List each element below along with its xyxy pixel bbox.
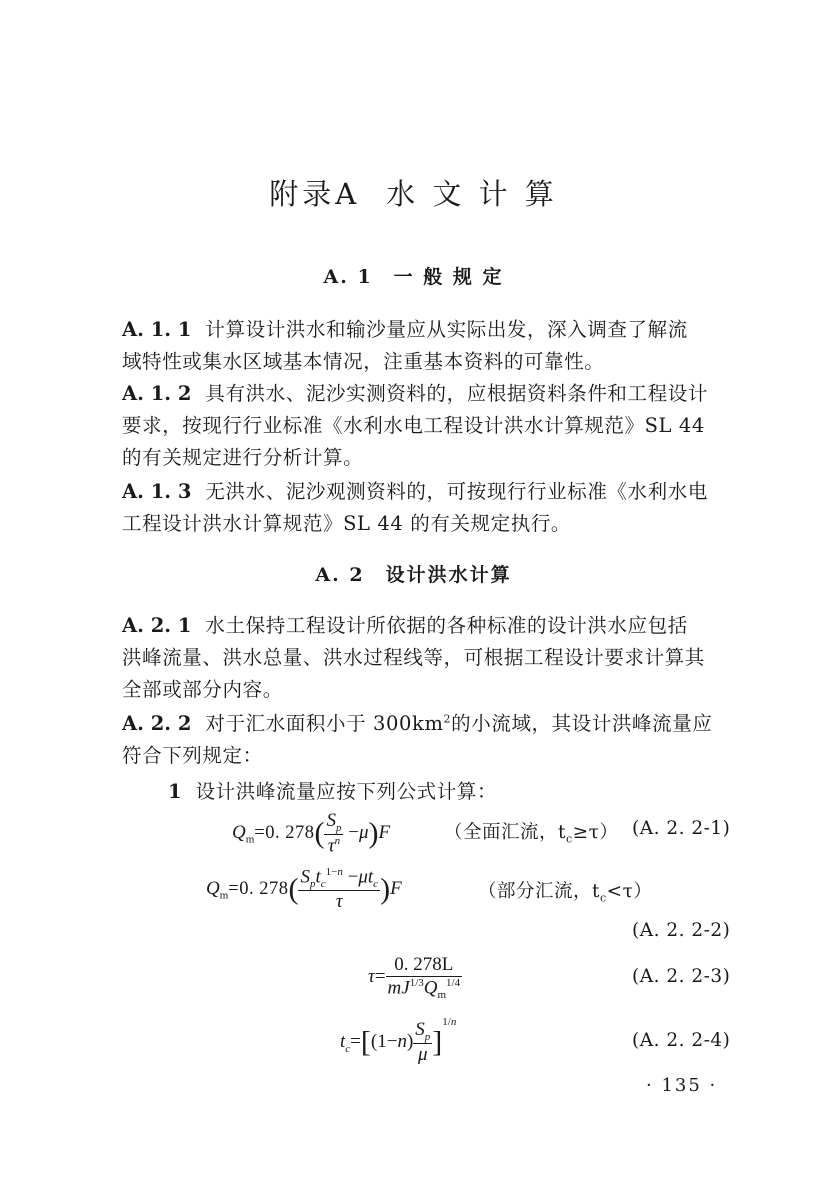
clause-a222-line2: 符合下列规定： (122, 744, 263, 767)
clause-a112-line1: A. 1. 2 具有洪水、泥沙实测资料的，应根据资料条件和工程设计 (122, 382, 708, 405)
item-1: 1 设计洪峰流量应按下列公式计算： (168, 780, 498, 803)
section-heading-a1: A. 1 一 般 规 定 (323, 266, 504, 288)
equation-a2221: $Q_m=0$. 278( $\frac{S_p}{\tau^n}$ −μ)F (232, 810, 391, 857)
clause-a221-line3: 全部或部分内容。 (122, 678, 283, 701)
equation-a2221-condition: （全面汇流，$t_c\ge\tau$） (444, 822, 619, 846)
page-number: · 135 · (646, 1075, 718, 1096)
clause-a111-line2: 域特性或集水区域基本情况，注重基本资料的可靠性。 (122, 350, 605, 373)
clause-a112-line2: 要求，按现行行业标准《水利水电工程设计洪水计算规范》SL 44 (122, 414, 705, 437)
equation-a2224-label: (A. 2. 2-4) (632, 1030, 731, 1051)
equation-a2224: $t_c=[(1-n)$ $\frac{S_p}{\mu}$ ]$^{1/n}$ (340, 1016, 457, 1066)
clause-a113-line1: A. 1. 3 无洪水、泥沙观测资料的，可按现行行业标准《水利水电 (122, 480, 708, 503)
equation-a2223-label: (A. 2. 2-3) (632, 966, 731, 987)
section-heading-a2: A. 2 设计洪水计算 (315, 564, 512, 586)
equation-a2223: τ= $\frac{0. 278L}{mJ^{1/3}Q_m^{1/4}}$ (368, 954, 461, 1002)
clause-a222-line1: A. 2. 2 对于汇水面积小于 $300km^2$的小流域，其设计洪峰流量应 (122, 712, 713, 735)
equation-a2222-label: (A. 2. 2-2) (632, 920, 731, 941)
clause-a111-line1: A. 1. 1 计算设计洪水和输沙量应从实际出发，深入调查了解流 (122, 318, 688, 341)
clause-a113-line2: 工程设计洪水计算规范》SL 44 的有关规定执行。 (122, 512, 572, 535)
clause-a221-line2: 洪峰流量、洪水总量、洪水过程线等，可根据工程设计要求计算其 (122, 646, 705, 669)
page-title: 附录A 水 文 计 算 (269, 177, 558, 211)
clause-a112-line3: 的有关规定进行分析计算。 (122, 446, 364, 469)
equation-a2222-condition: （部分汇流，$t_c<\tau$） (478, 881, 653, 905)
clause-a221-line1: A. 2. 1 水土保持工程设计所依据的各种标准的设计洪水应包括 (122, 614, 688, 637)
equation-a2221-label: (A. 2. 2-1) (632, 818, 731, 839)
equation-a2222: $Q_m=0$. 278( $\frac{S_pt_c^{1-n} -\mu t_c}{\tau}$ )F (206, 866, 402, 913)
